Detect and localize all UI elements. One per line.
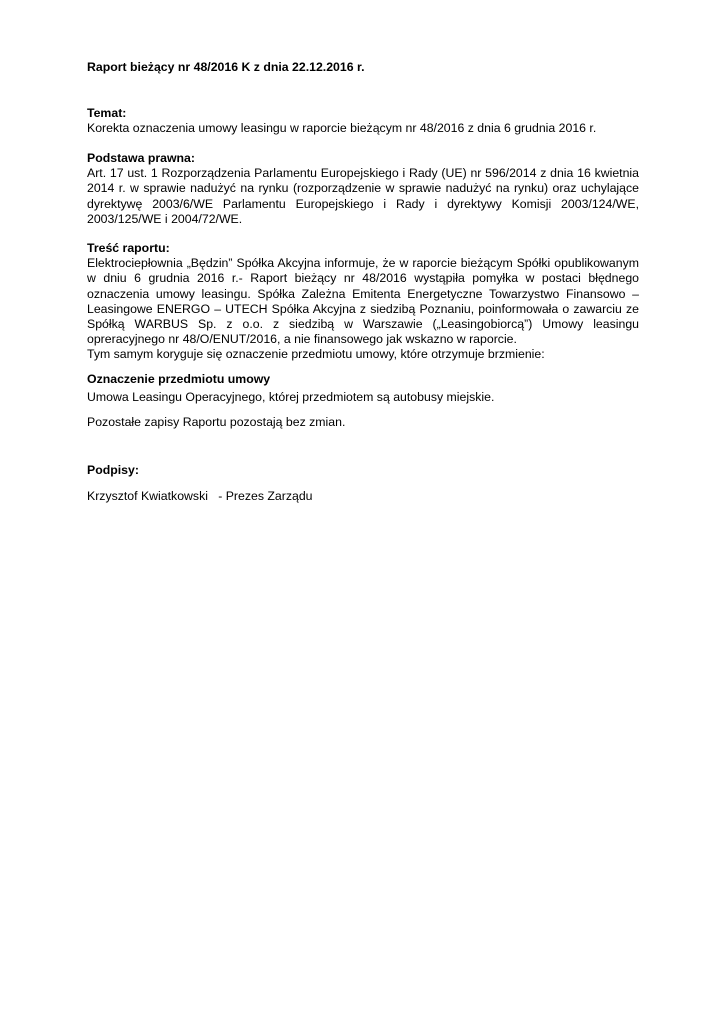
tresc-line: opreracyjnego nr 48/O/ENUT/2016, a nie finansowego jak wskazno w raporcie. (87, 332, 517, 347)
oznaczenie-section (87, 372, 639, 387)
signatory-name: Krzysztof Kwiatkowski - Prezes Zarządu (87, 489, 313, 503)
report-title: Raport bieżący nr 48/2016 K z dnia 22.12.2016 r. (87, 60, 365, 74)
tresc-line: oznaczenia umowy leasingu. Spółka Zależna Emitenta Energetyczne Towarzystwo Finansowo – (87, 286, 639, 301)
tresc-line: Tym samym koryguje się oznaczenie przedmiotu umowy, które otrzymuje brzmienie: (87, 347, 545, 362)
signature-block (87, 489, 639, 504)
document-page (87, 0, 639, 1024)
oznaczenie-heading: Oznaczenie przedmiotu umowy (87, 372, 271, 386)
podstawa-line: Art. 17 ust. 1 Rozporządzenia Parlamentu Europejskiego i Rady (UE) nr 596/2014 z dnia 16 kwietnia (87, 166, 639, 181)
podstawa-text (87, 166, 639, 227)
podstawa-heading: Podstawa prawna: (87, 151, 195, 165)
tresc-heading: Treść raportu: (87, 241, 170, 255)
podpisy-heading: Podpisy: (87, 463, 139, 477)
temat-section (87, 106, 639, 136)
podstawa-section (87, 151, 639, 227)
temat-heading: Temat: (87, 106, 127, 120)
oznaczenie-text-block (87, 390, 639, 405)
tresc-section (87, 241, 639, 363)
pozostale-section (87, 415, 639, 430)
podpisy-section (87, 463, 639, 478)
temat-text: Korekta oznaczenia umowy leasingu w raporcie bieżącym nr 48/2016 z dnia 6 grudnia 2016 r. (87, 121, 597, 136)
tresc-line: w dniu 6 grudnia 2016 r.- Raport bieżący nr 48/2016 wystąpiła pomyłka w postaci błędnego (87, 271, 639, 286)
podstawa-line: dyrektywę 2003/6/WE Parlamentu Europejskiego i Rady i dyrektywy Komisji 2003/124/WE, (87, 196, 639, 211)
tresc-text (87, 256, 639, 362)
tresc-line: Spółką WARBUS Sp. z o.o. z siedzibą w Warszawie („Leasingobiorcą”) Umowy leasingu (87, 317, 639, 332)
podstawa-line: 2014 r. w sprawie nadużyć na rynku (rozporządzenie w sprawie nadużyć na rynku) oraz uchylające (87, 181, 639, 196)
oznaczenie-text: Umowa Leasingu Operacyjnego, której przedmiotem są autobusy miejskie. (87, 390, 495, 404)
tresc-line: Leasingowe ENERGO – UTECH Spółka Akcyjna z siedzibą Poznaniu, poinformowała o zawarciu ze (87, 301, 639, 316)
pozostale-text: Pozostałe zapisy Raportu pozostają bez zmian. (87, 415, 346, 429)
podstawa-line: 2003/125/WE i 2004/72/WE. (87, 211, 243, 226)
tresc-line: Elektrociepłownia „Będzin” Spółka Akcyjna informuje, że w raporcie bieżącym Spółki opublikowanym (87, 256, 639, 271)
